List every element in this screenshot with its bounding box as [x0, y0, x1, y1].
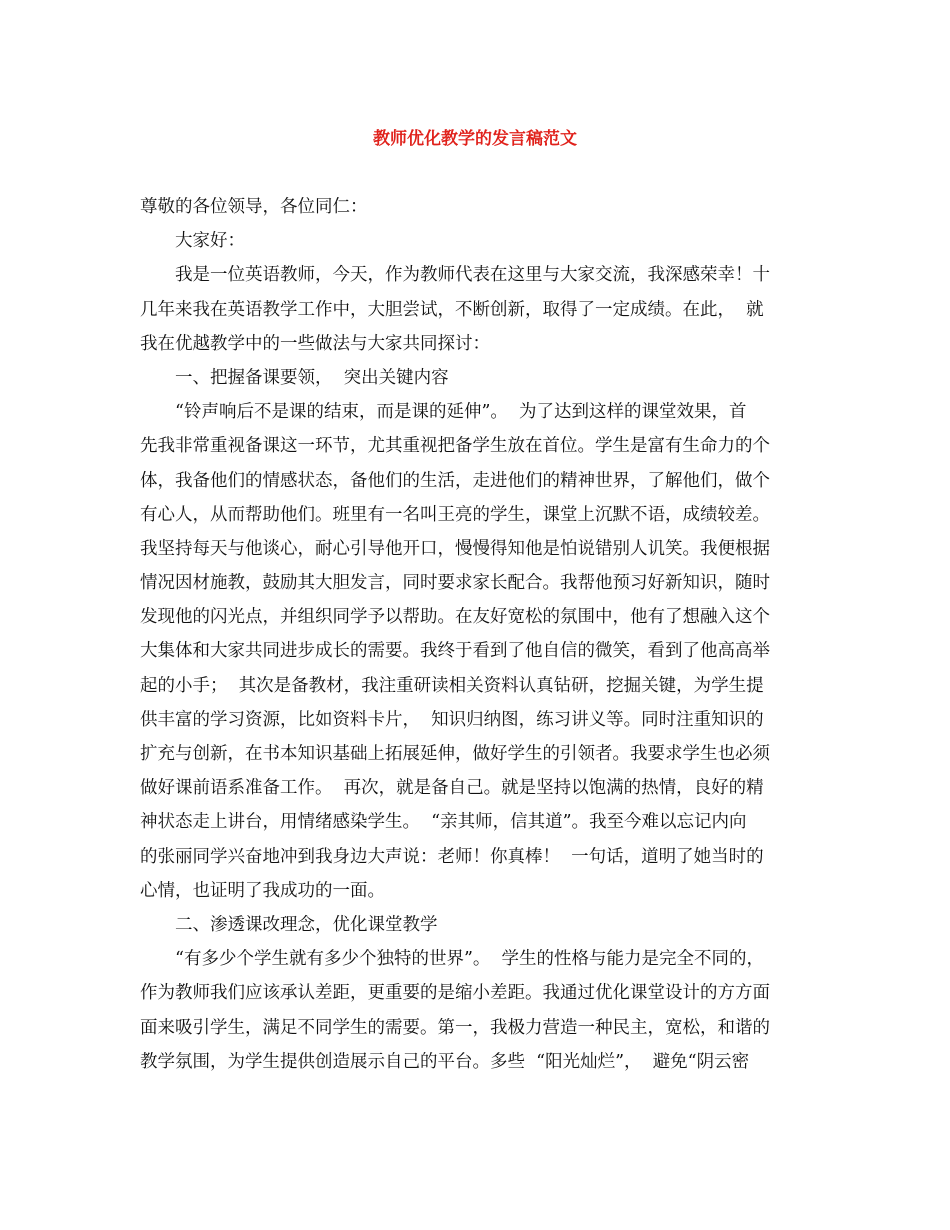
document-title: 教师优化教学的发言稿范文	[373, 129, 577, 149]
text-line: 情况因材施教，鼓励其大胆发言，同时要求家长配合。我帮他预习好新知识，随时	[140, 573, 770, 594]
text-line: 起的小手； 其次是备教材，我注重研读相关资料认真钻研，挖掘关键，为学生提	[140, 675, 764, 696]
text-line: 心情，也证明了我成功的一面。	[140, 880, 385, 901]
text-line: “有多少个学生就有多少个独特的世界”。 学生的性格与能力是完全不同的，	[175, 949, 765, 970]
text-line: 做好课前语系准备工作。 再次，就是备自己。就是坚持以饱满的热情，良好的精	[140, 778, 764, 799]
text-line: “铃声响后不是课的结束，而是课的延伸”。 为了达到这样的课堂效果，首	[175, 402, 747, 423]
text-line: 大家好：	[175, 231, 245, 252]
text-line: 我坚持每天与他谈心，耐心引导他开口，慢慢得知他是怕说错别人讥笑。我便根据	[140, 538, 770, 559]
text-line: 大集体和大家共同进步成长的需要。我终于看到了他自信的微笑，看到了他高高举	[140, 641, 770, 662]
text-line: 作为教师我们应该承认差距，更重要的是缩小差距。我通过优化课堂设计的方方面	[140, 983, 770, 1004]
text-line: 体，我备他们的情感状态，备他们的生活，走进他们的精神世界，了解他们，做个	[140, 470, 770, 491]
document-body	[140, 190, 815, 1079]
text-line: 扩充与创新，在书本知识基础上拓展延伸，做好学生的引领者。我要求学生也必须	[140, 744, 770, 764]
text-line: 发现他的闪光点，并组织同学予以帮助。在友好宽松的氛围中，他有了想融入这个	[140, 607, 770, 628]
text-line: 教学氛围，为学生提供创造展示自己的平台。多些 “阳光灿烂”， 避免“阴云密	[140, 1051, 750, 1072]
text-line: 几年来我在英语教学工作中，大胆尝试，不断创新，取得了一定成绩。在此， 就	[140, 299, 764, 320]
text-line: 面来吸引学生，满足不同学生的需要。第一，我极力营造一种民主，宽松，和谐的	[140, 1017, 770, 1038]
text-line: 尊敬的各位领导，各位同仁：	[140, 197, 368, 217]
text-line: 神状态走上讲台，用情绪感染学生。 “亲其师，信其道”。我至今难以忘记内向	[140, 812, 747, 833]
text-line: 供丰富的学习资源，比如资料卡片， 知识归纳图，练习讲义等。同时注重知识的	[140, 709, 764, 730]
text-line: 先我非常重视备课这一环节，尤其重视把备学生放在首位。学生是富有生命力的个	[140, 436, 770, 457]
text-line: 的张丽同学兴奋地冲到我身边大声说：老师！你真棒！ 一句话，道明了她当时的	[140, 846, 764, 867]
text-line: 有心人，从而帮助他们。班里有一名叫王亮的学生，课堂上沉默不语，成绩较差。	[140, 504, 770, 525]
text-line: 一、把握备课要领， 突出关键内容	[175, 367, 449, 388]
text-line: 我是一位英语教师，今天，作为教师代表在这里与大家交流，我深感荣幸！十	[175, 265, 770, 286]
text-line: 我在优越教学中的一些做法与大家共同探讨：	[140, 333, 490, 354]
text-line: 二、渗透课改理念，优化课堂教学	[175, 914, 438, 935]
